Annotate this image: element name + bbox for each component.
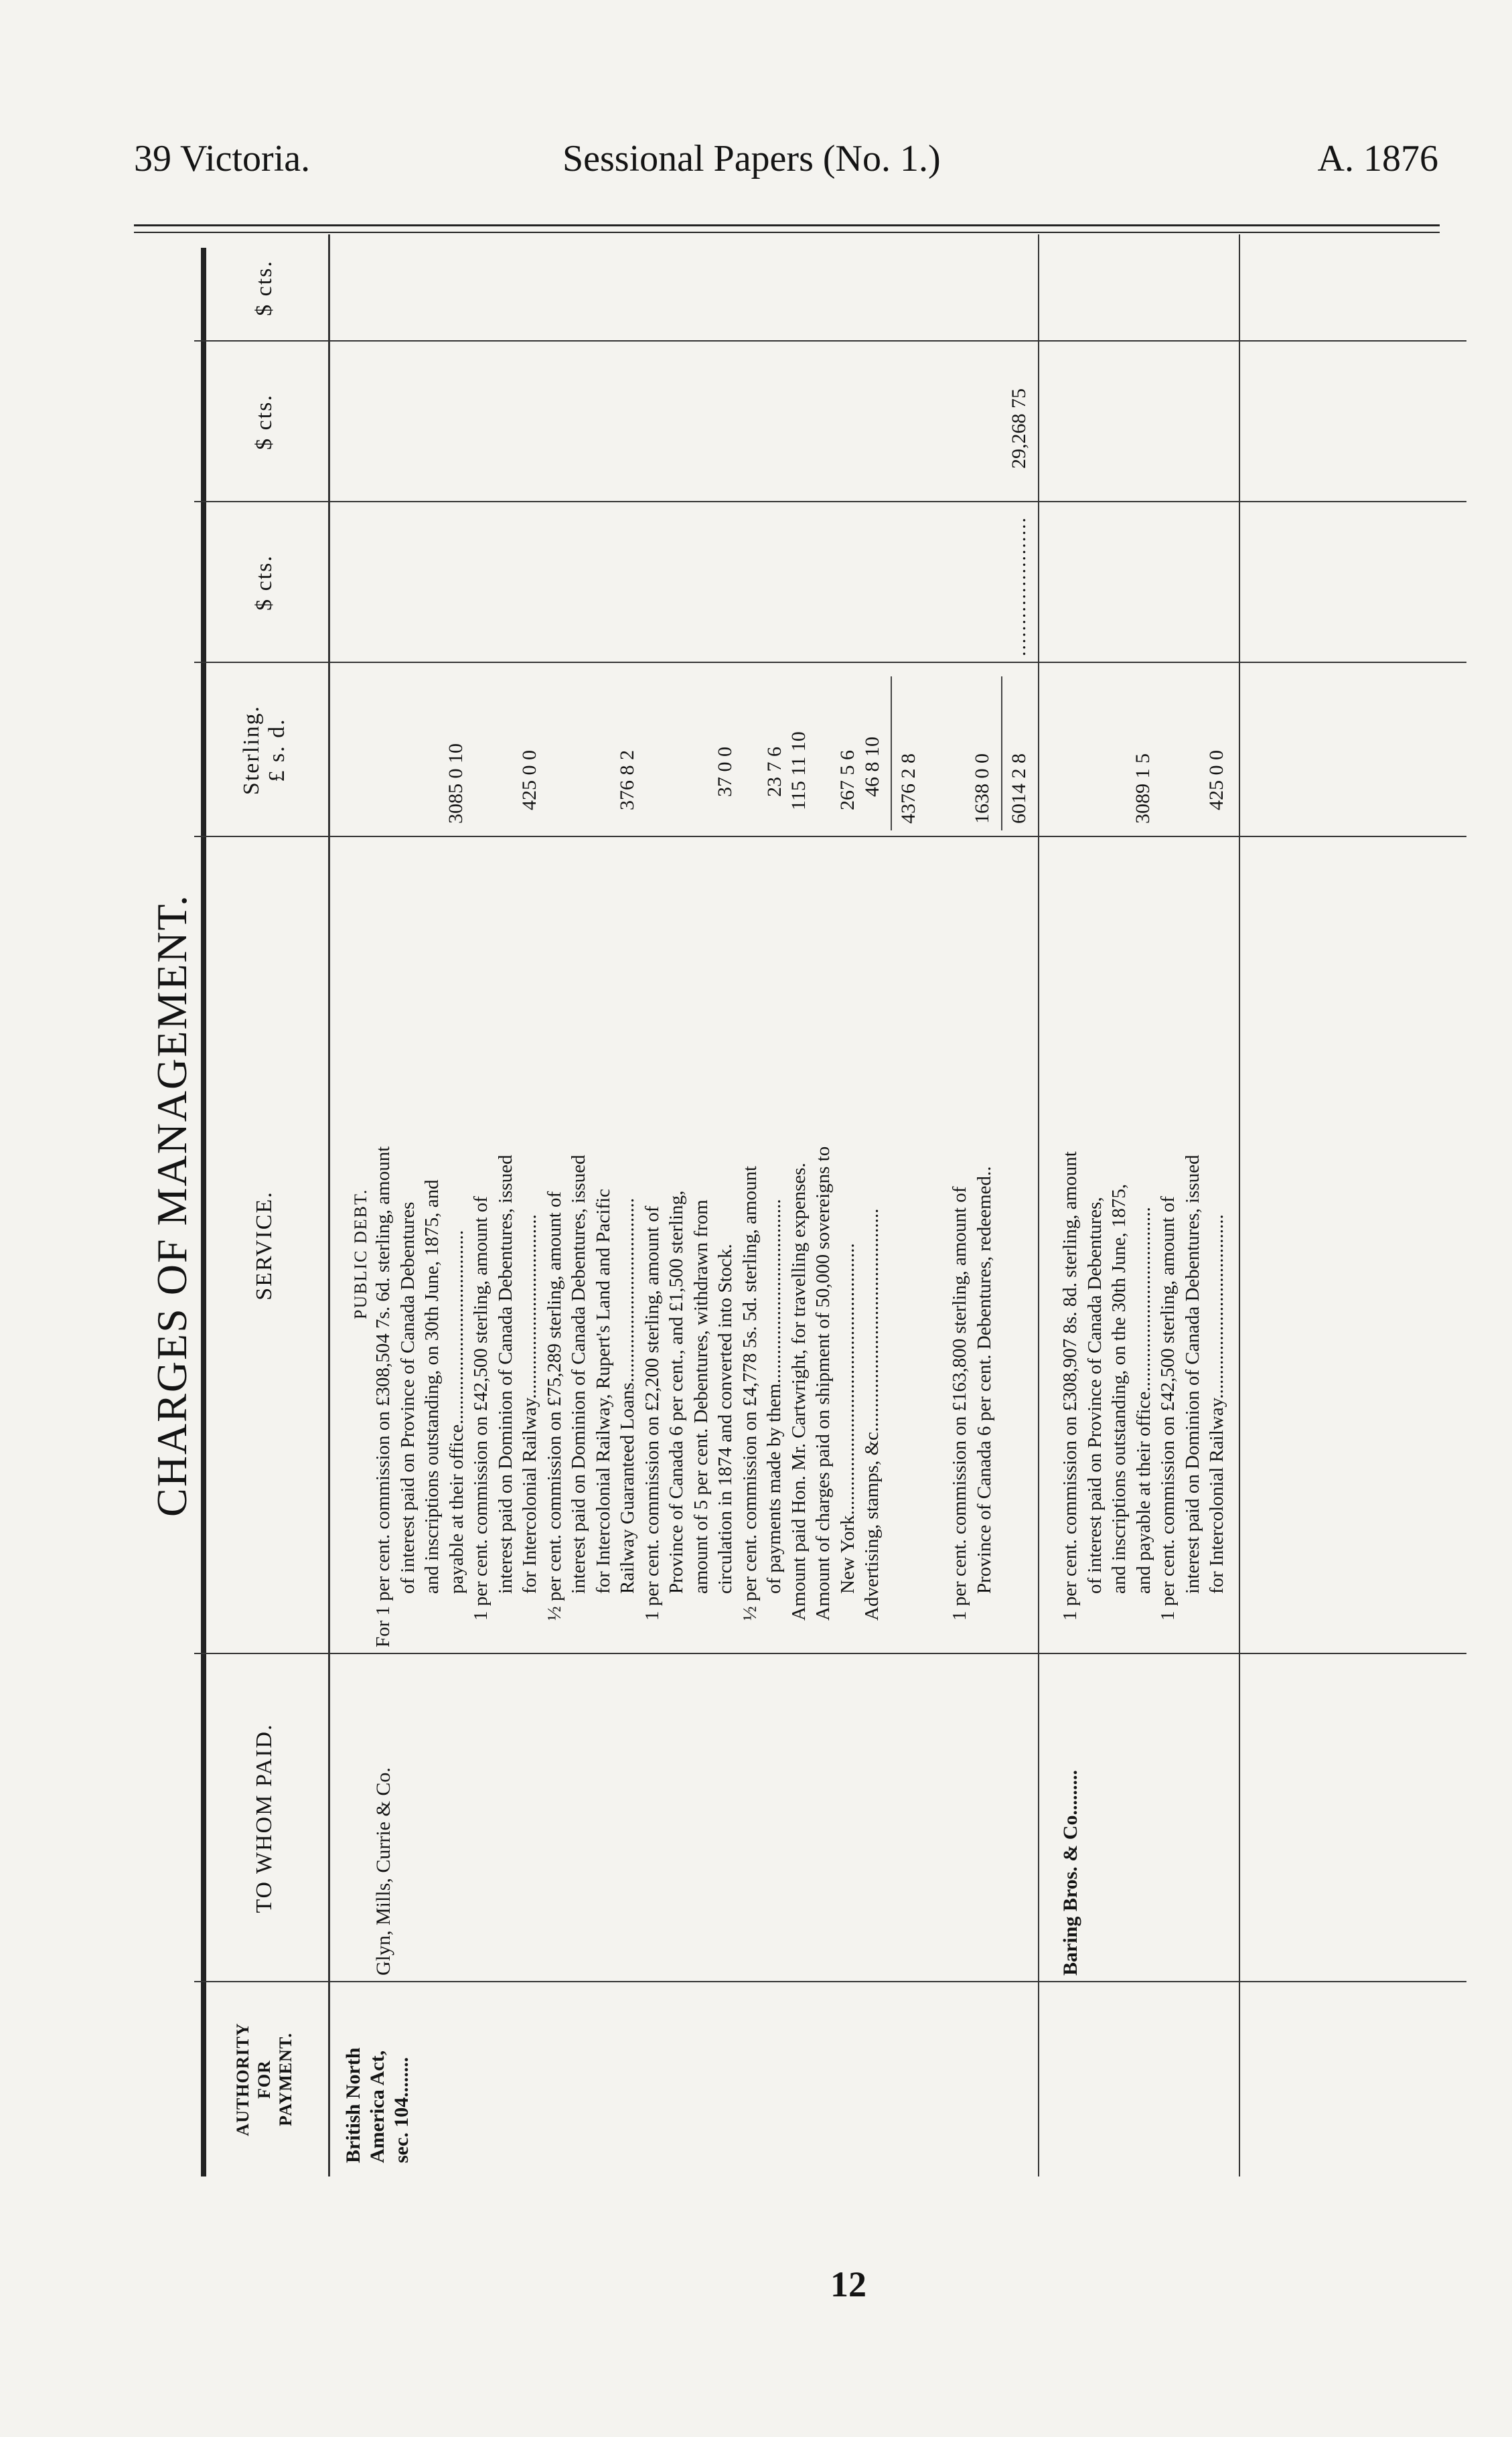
group-divider xyxy=(1038,234,1039,2176)
col-dollars-2: $ cts. xyxy=(252,394,277,450)
authority-text: British North America Act, sec. 104........ xyxy=(342,2047,412,2163)
total-dollars: 29,268 75 xyxy=(1008,388,1030,469)
dotted-leader: ...................... xyxy=(1008,516,1030,656)
header-center: Sessional Papers (No. 1.) xyxy=(562,138,941,179)
col-dollars-1: $ cts. xyxy=(252,555,277,611)
header-underline xyxy=(328,234,330,2176)
col-divider-1 xyxy=(194,1981,1466,1982)
header-right: A. 1876 xyxy=(1317,138,1438,179)
service-item: For 1 per cent. commission on £308,504 7s. 6d. sterling, amount of interest paid on Province of Canada Debentures and inscriptions outstanding, on 30th June, 1875, and payable at their office........................................ 1 per cent. commission on £42,500 sterling, amount of interest paid on Dominion of Canada Debentures, issued for Intercolonial Railway...................................... ½ per cent. commission on £75,289 sterling, amount of interest paid on Dominion of Canada Debentures, issued for Intercolonial Railway, Rupert's Land and Pacific Railway Guaranteed Loans...................................... 1 per cent. commission on £2,200 sterling, amount of Province of Canada 6 per cent., and £1,500 sterling, amount of 5 per cent. Debentures, withdrawn from circulation in 1874 and converted into Stock. ½ per cent. commission on £4,778 5s. 5d. sterling, amount of payments made by them...................................... Amount paid Hon. Mr. Cartwright, for travelling expenses. Amount of charges paid on shipment of 50,000 sovereigns to New York........................................................ Advertising, stamps, &c.............................................. xyxy=(372,1146,883,1647)
total-rule xyxy=(1001,676,1002,830)
col-dollars-3: $ cts. xyxy=(252,260,277,316)
col-divider-6 xyxy=(194,340,1466,342)
page-number: 12 xyxy=(830,2264,866,2304)
table-bottom-rule xyxy=(1239,234,1240,2176)
amount: 267 5 6 xyxy=(836,750,858,810)
col-divider-5 xyxy=(194,501,1466,502)
col-service: SERVICE. xyxy=(252,1191,277,1301)
amount: 3085 0 10 xyxy=(445,743,467,824)
amount: 37 0 0 xyxy=(714,747,736,797)
header-left: 39 Victoria. xyxy=(134,138,311,179)
service-item-extra: 1 per cent. commission on £163,800 sterling, amount of Province of Canada 6 per cent. Debentures, redeemed.. xyxy=(949,1166,995,1621)
payee-baring: Baring Bros. & Co......... xyxy=(1059,1770,1081,1976)
total-sterling: 6014 2 8 xyxy=(1008,753,1030,824)
header-rule xyxy=(134,224,1440,226)
amount: 376 8 2 xyxy=(616,750,638,810)
amount: 115 11 10 xyxy=(787,731,810,810)
col-divider-2 xyxy=(194,1653,1466,1654)
page-header xyxy=(0,137,1512,191)
payee-glyn: Glyn, Mills, Currie & Co. xyxy=(372,1767,394,1976)
amount: 3089 1 5 xyxy=(1132,753,1154,824)
amount: 425 0 0 xyxy=(1205,750,1227,810)
col-divider-3 xyxy=(194,836,1466,837)
service-item: 1 per cent. commission on £308,907 8s. 8d. sterling, amount of interest paid on Province of Canada Debentures, and inscriptions outstanding, on the 30th June, 1875, and payable at their office...................................... 1 per cent. commission on £42,500 sterling, amount of interest paid on Dominion of Canada Debentures, issued for Intercolonial Railway...................................... xyxy=(1059,1151,1227,1621)
rotated-table xyxy=(148,234,1466,2176)
col-authority: AUTHORITY FOR PAYMENT. xyxy=(233,2022,295,2136)
header-rule-2 xyxy=(134,232,1440,233)
amount: 23 7 6 xyxy=(763,747,785,797)
col-sterling: Sterling. £ s. d. xyxy=(239,705,289,796)
amount: 1638 0 0 xyxy=(971,753,993,824)
col-to-whom: TO WHOM PAID. xyxy=(252,1723,277,1913)
section-heading: PUBLIC DEBT. xyxy=(351,1188,370,1319)
amount: 46 8 10 xyxy=(861,737,883,797)
amount: 425 0 0 xyxy=(518,750,540,810)
page-title: CHARGES OF MANAGEMENT. xyxy=(148,894,196,1517)
subtotal: 4376 2 8 xyxy=(897,753,919,824)
col-divider-4 xyxy=(194,662,1466,663)
subtotal-rule xyxy=(891,676,892,830)
